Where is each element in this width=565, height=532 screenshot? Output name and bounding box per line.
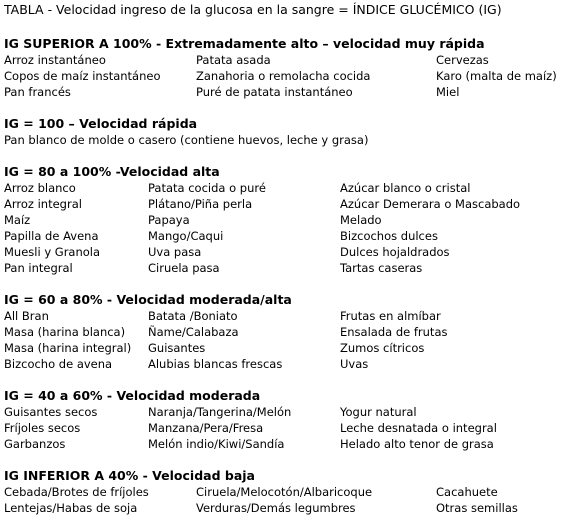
table-row (4, 228, 562, 244)
food-item: Pan integral (4, 261, 73, 275)
table-row (4, 340, 562, 356)
table-row (4, 436, 562, 452)
food-item: Bizcochos dulces (340, 229, 438, 243)
food-item: Cervezas (436, 53, 489, 67)
section-heading (4, 164, 562, 180)
food-item: Frutas en almíbar (340, 309, 441, 323)
section-heading-desc: Velocidad moderada/alta (116, 292, 292, 307)
food-item: Arroz instantáneo (4, 53, 106, 67)
food-item: Patata asada (196, 53, 271, 67)
food-item: Zanahoria o remolacha cocida (196, 69, 371, 83)
food-item: Manzana/Pera/Fresa (148, 421, 264, 435)
section-heading-desc: Velocidad alta (119, 164, 220, 179)
food-item: Cebada/Brotes de fríjoles (4, 485, 149, 499)
table-row (4, 260, 562, 276)
section-heading-desc: Extremadamente alto – velocidad muy rápida (165, 36, 485, 51)
food-item: Papaya (148, 213, 190, 227)
food-item: Guisantes secos (4, 405, 98, 419)
food-item: Otras semillas (436, 501, 518, 515)
food-item: Muesli y Granola (4, 245, 101, 259)
page-title: TABLA - Velocidad ingreso de la glucosa en la sangre = ÍNDICE GLUCÉMICO (IG) (4, 2, 502, 17)
food-item: Azúcar Demerara o Mascabado (340, 197, 521, 211)
food-item: Dulces hojaldrados (340, 245, 450, 259)
section-heading (4, 116, 562, 132)
food-item: Masa (harina integral) (4, 341, 132, 355)
food-item: Melón indio/Kiwi/Sandía (148, 437, 285, 451)
food-item: Maíz (4, 213, 31, 227)
section-ig-60-80 (4, 292, 562, 372)
food-item: Zumos cítricos (340, 341, 425, 355)
table-row (4, 84, 562, 100)
food-item: All Bran (4, 309, 49, 323)
food-item: Plátano/Piña perla (148, 197, 253, 211)
food-item: Lentejas/Habas de soja (4, 501, 138, 515)
food-item: Naranja/Tangerina/Melón (148, 405, 292, 419)
food-item: Ñame/Calabaza (148, 325, 239, 339)
food-item: Garbanzos (4, 437, 66, 451)
food-item: Pan francés (4, 85, 71, 99)
table-row (4, 196, 562, 212)
food-item: Verduras/Demás legumbres (196, 501, 356, 515)
food-item: Arroz blanco (4, 181, 76, 195)
food-item: Fríjoles secos (4, 421, 81, 435)
food-item: Ciruela/Melocotón/Albaricoque (196, 485, 373, 499)
section-heading-label: IG = 60 a 80% - (4, 292, 117, 307)
section-ig-100 (4, 116, 562, 148)
food-item: Miel (436, 85, 460, 99)
table-row (4, 52, 562, 68)
food-item: Guisantes (148, 341, 206, 355)
table-row (4, 308, 562, 324)
food-item: Azúcar blanco o cristal (340, 181, 471, 195)
food-item: Cacahuete (436, 485, 498, 499)
section-heading-label: IG SUPERIOR A 100% - (4, 36, 166, 51)
section-ig-superior-100 (4, 36, 562, 100)
table-row (4, 420, 562, 436)
section-heading-desc: Velocidad baja (152, 468, 255, 483)
table-row (4, 324, 562, 340)
table-row (4, 500, 562, 516)
food-item: Masa (harina blanca) (4, 325, 126, 339)
food-item: Pan blanco de molde o casero (contiene huevos, leche y grasa) (4, 133, 369, 147)
section-ig-40-60 (4, 388, 562, 452)
section-heading-label: IG = 40 a 60% - (4, 388, 117, 403)
section-heading-desc: Velocidad rápida (79, 116, 198, 131)
food-item: Uva pasa (148, 245, 202, 259)
section-heading-label: IG INFERIOR A 40% - (4, 468, 153, 483)
section-ig-80-100 (4, 164, 562, 276)
food-item: Copos de maíz instantáneo (4, 69, 161, 83)
section-heading (4, 388, 562, 404)
section-heading (4, 292, 562, 308)
food-item: Arroz integral (4, 197, 82, 211)
food-item: Melado (340, 213, 382, 227)
food-item: Bizcocho de avena (4, 357, 113, 371)
food-item: Papilla de Avena (4, 229, 99, 243)
food-item: Karo (malta de maíz) (436, 69, 557, 83)
food-item: Alubias blancas frescas (148, 357, 283, 371)
table-row (4, 212, 562, 228)
food-item: Batata /Boniato (148, 309, 238, 323)
food-item: Uvas (340, 357, 369, 371)
section-heading-desc: Velocidad moderada (116, 388, 261, 403)
table-row (4, 180, 562, 196)
section-heading (4, 468, 562, 484)
food-item: Tartas caseras (340, 261, 423, 275)
food-item: Ciruela pasa (148, 261, 220, 275)
table-row (4, 68, 562, 84)
section-heading-label: IG = 80 a 100% - (4, 164, 120, 179)
food-item: Ensalada de frutas (340, 325, 448, 339)
food-item: Leche desnatada o integral (340, 421, 497, 435)
food-item: Puré de patata instantáneo (196, 85, 353, 99)
section-heading-label: IG = 100 – (4, 116, 80, 131)
table-row (4, 404, 562, 420)
section-heading (4, 36, 562, 52)
document (4, 2, 562, 532)
food-item: Mango/Caqui (148, 229, 224, 243)
table-row (4, 244, 562, 260)
food-item: Yogur natural (340, 405, 417, 419)
food-item: Patata cocida o puré (148, 181, 266, 195)
section-ig-inferior-40 (4, 468, 562, 516)
table-row (4, 356, 562, 372)
table-row (4, 484, 562, 500)
food-item: Helado alto tenor de grasa (340, 437, 494, 451)
